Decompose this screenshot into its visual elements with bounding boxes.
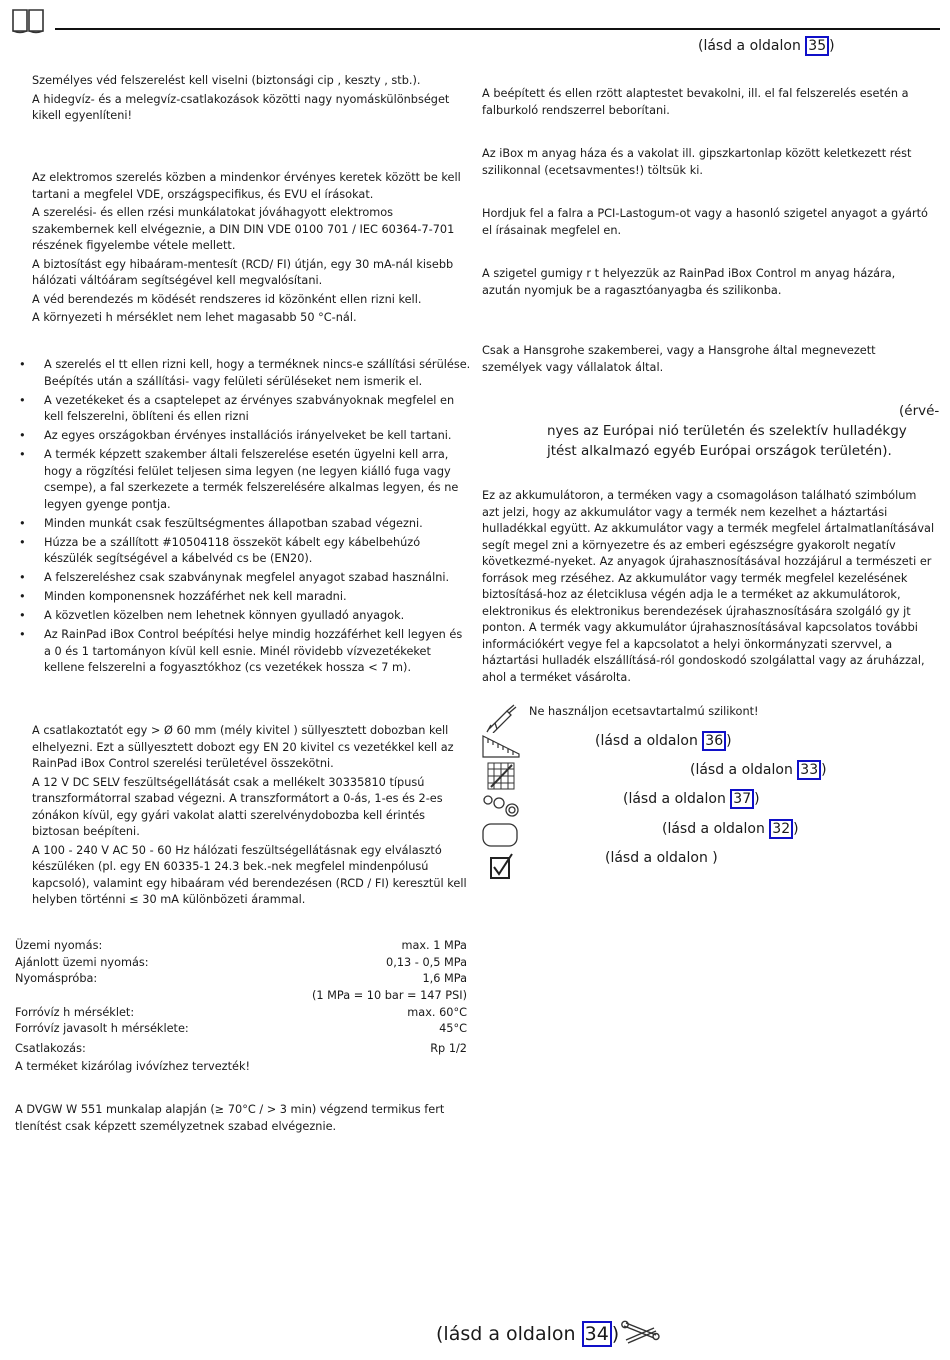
electrical-p1: Az elektromos szerelés közben a mindenkor érvényes keretek között be kell tartani a megfelel VDE, országspecifikus, és EVU el írásokat. [32, 171, 461, 201]
electrical-p4: A véd berendezés m ködését rendszeres id közönként ellen rizni kell. [32, 292, 422, 306]
see-close: ) [611, 1323, 620, 1345]
electrical-p2: A szerelési- és ellen rzési munkálatokat jóváhagyott elektromos szakembernek kell elvégeznie, a DIN DIN VDE 0100 701 / IEC 60364-7-701 részének figyelembe vétele mellett. [32, 206, 455, 252]
see-close: ) [793, 821, 799, 837]
connection-p2: A 12 V DC SELV feszültségellátását csak a mellékelt 30335810 típusú transzformátorral szabad végezni. A transzformátort a 0-ás, 1-es és 2-es zónákon kívül, egy gyári vakolat alatti szerelvénydobozba kell érintés biztosan beépíteni. [32, 775, 443, 838]
spec-label: Nyomáspróba: [15, 972, 98, 985]
header-see-reference [698, 38, 835, 55]
see-reference-3 [623, 791, 760, 808]
connection-section [32, 723, 472, 909]
page-link[interactable]: 35 [805, 36, 829, 56]
spec-label: Forróvíz h mérséklet: [15, 1006, 135, 1019]
see-text: (lásd a oldalon [605, 850, 713, 866]
see-text: (lásd a oldalon [662, 821, 770, 837]
specs-note: A terméket kizárólag ivóvízhez tervezték! [15, 1060, 251, 1073]
electrical-p3: A biztosítást egy hibaáram-mentesít (RCD/ FI) útján, egy 30 mA-nál kisebb hálózati váltóáram segítségével kell megvalósítani. [32, 257, 454, 287]
page-link[interactable]: 36 [702, 731, 726, 751]
page-link[interactable]: 32 [769, 819, 793, 839]
see-close: ) [726, 733, 732, 749]
spec-label: Ajánlott üzemi nyomás: [15, 956, 149, 969]
instructions-list [32, 357, 472, 679]
manual-book-icon [11, 7, 45, 35]
silicone-gun-icon [483, 703, 519, 733]
right-p3: Hordjuk fel a falra a PCI-Lastogum-ot vagy a hasonló szigetel anyagot a gyártó el írásainak megfelel en. [482, 207, 928, 237]
tile-wall-icon [487, 762, 515, 790]
weee-note-b: nyes az Európai nió területén és szelektív hulladékgy jtést alkalmazó egyéb Európai országok területén). [547, 423, 907, 459]
page-link[interactable]: 34 [582, 1321, 612, 1347]
list-item: • A szerelés el tt ellen rizni kell, hogy a terméknek nincs-e szállítási sérülése. Beépítés után a szállítási- vagy felületi sérüléseket nem ismerik el. [32, 357, 472, 390]
list-item: • Az egyes országokban érvényes installációs irányelveket be kell tartani. [32, 428, 472, 445]
see-reference-5 [605, 850, 718, 867]
spec-value: 45°C [439, 1022, 467, 1035]
connection-p1: A csatlakoztatót egy > Ø 60 mm (mély kivitel ) süllyesztett dobozban kell elhelyezni. Ezt a süllyesztett dobozt egy EN 20 kivitel cs vezetékkel kell az RainPad iBox Control szerelési területével összekötni. [32, 724, 454, 770]
list-item: • A termék képzett szakember általi felszerelése esetén ügyelni kell arra, hogy a rögzítési felület teljesen sima legyen (ne legyen kiálló fuga vagy csempe), a fal szerkezete a termék felszerelésére alkalmas legyen, és ne legyen gyenge pontja. [32, 447, 472, 513]
see-close: ) [821, 762, 827, 778]
footer-see-reference [436, 1321, 619, 1347]
right-p4: A szigetel gumigy r t helyezzük az RainPad iBox Control m anyag házára, azután nyomjuk be a ragasztóanyagba és szilikonba. [482, 267, 896, 297]
see-reference-1 [595, 733, 732, 750]
list-item: • A közvetlen közelben nem lehetnek könnyen gyulladó anyagok. [32, 608, 472, 625]
weee-note-a: (érvé- [899, 403, 940, 419]
see-text: (lásd a oldalon [698, 38, 806, 54]
spec-value: max. 1 MPa [401, 939, 467, 952]
see-text: (lásd a oldalon [623, 791, 731, 807]
see-close: ) [754, 791, 760, 807]
rounded-box-icon [482, 823, 518, 847]
header-rule [55, 28, 940, 30]
electrical-section [32, 170, 472, 327]
list-item: • Minden komponensnek hozzáférhet nek kell maradni. [32, 589, 472, 606]
spec-value: Rp 1/2 [430, 1042, 467, 1055]
see-reference-4 [662, 821, 799, 838]
see-text: (lásd a oldalon [436, 1323, 582, 1345]
spec-value: max. 60°C [407, 1006, 467, 1019]
list-item: • Húzza be a szállított #10504118 összeköt kábelt egy kábelbehúzó készülék segítségével a kábelvéd cs be (EN20). [32, 535, 472, 568]
page-link[interactable]: 33 [797, 760, 821, 780]
seal-parts-icon [482, 793, 522, 819]
electrical-p5: A környezeti h mérséklet nem lehet magasabb 50 °C-nál. [32, 311, 357, 324]
disinfection-note: A DVGW W 551 munkalap alapján (≥ 70°C / > 3 min) végzend termikus fert tlenítést csak képzett személyzetnek szabad elvégeznie. [15, 1103, 445, 1133]
list-item: • Az RainPad iBox Control beépítési helye mindig hozzáférhet kell legyen és a 0 és 1 tartományon kívül kell esnie. Minél rövidebb vízvezetékeket kellene felszerelni a fogyasztókhoz (cs vezetékek hossza < 7 m). [32, 627, 472, 677]
spec-label: Csatlakozás: [15, 1042, 86, 1055]
see-text: (lásd a oldalon [690, 762, 798, 778]
safety-p2: A hidegvíz- és a melegvíz-csatlakozások közötti nagy nyomáskülönbséget kikell egyenlíteni! [32, 92, 450, 122]
list-item: • A vezetékeket és a csaptelepet az érvényes szabványoknak megfelel en kell felszerelni, öblíteni és ellen rizni [32, 393, 472, 426]
list-item: • A felszereléshez csak szabványnak megfelel anyagot szabad használni. [32, 570, 472, 587]
right-p1: A beépített és ellen rzött alaptestet bevakolni, ill. el fal felszerelés esetén a falburkoló rendszerrel beborítani. [482, 87, 909, 117]
battery-note: Ez az akkumulátoron, a terméken vagy a csomagoláson található szimbólum azt jelzi, hogy az akkumulátor vagy a termék nem kezelhet a háztartási hulladékkal együtt. Az akkumulátor vagy a termék megfelel ártalmatlanításával segít megel zni a környezetre és az emberi egészségre gyakorolt negatív következmé-nyeket. Az anyagok újrahasznosításával hozzájárul a természeti er források meg rzéséhez. Az akkumulátor vagy termék megfelel kezelésének biztosításá-hoz az életciklusa végén adja le a terméket az akkumulátorok, elektronikus és elektronikus berendezések újrahasznosítására szolgáló gy jt ponton. A termék vagy akkumulátor újrahasznosításával kapcsolatos további információkért vegye fel a kapcsolatot a helyi önkormányzati szervvel, a háztartási hulladék elszállításá-ról gondoskodó szolgálattal vagy az áruházzal, ahol a terméket vásárolta. [482, 489, 935, 684]
checkbox-check-icon [489, 852, 515, 880]
safety-p1: Személyes véd felszerelést kell viselni (biztonsági cip , keszty , stb.). [32, 74, 421, 87]
right-p5: Csak a Hansgrohe szakemberei, vagy a Hansgrohe által megnevezett személyek vagy vállalatok által. [482, 344, 876, 374]
connection-p3: A 100 - 240 V AC 50 - 60 Hz hálózati feszültségellátásnak egy elválasztó készüléken (pl. egy EN 60335-1 24.3 bek.-nek megfelel mindenpólusú kapcsoló), valamint egy hibaáram véd berendezésen (RCD / FI) keresztül kell helyben történni ≤ 30 mA különbözeti árammal. [32, 843, 467, 906]
list-item: • Minden munkát csak feszültségmentes állapotban szabad végezni. [32, 516, 472, 533]
ruler-icon [482, 734, 520, 758]
spec-label: Üzemi nyomás: [15, 939, 103, 952]
see-close: ) [712, 850, 718, 866]
wrench-icon [620, 1320, 660, 1346]
safety-section [32, 73, 472, 125]
spec-label: Forróvíz javasolt h mérséklete: [15, 1022, 189, 1035]
see-close: ) [829, 38, 835, 54]
spec-value: 0,13 - 0,5 MPa [386, 956, 467, 969]
page-link[interactable]: 37 [730, 789, 754, 809]
spec-value: 1,6 MPa [422, 972, 467, 985]
spec-value: (1 MPa = 10 bar = 147 PSI) [311, 989, 467, 1002]
see-reference-2 [690, 762, 827, 779]
silicone-note: Ne használjon ecetsavtartalmú szilikont! [529, 705, 759, 718]
right-p2: Az iBox m anyag háza és a vakolat ill. gipszkartonlap között keletkezett rést szilikonnal (ecetsavmentes!) töltsük ki. [482, 147, 912, 177]
see-text: (lásd a oldalon [595, 733, 703, 749]
